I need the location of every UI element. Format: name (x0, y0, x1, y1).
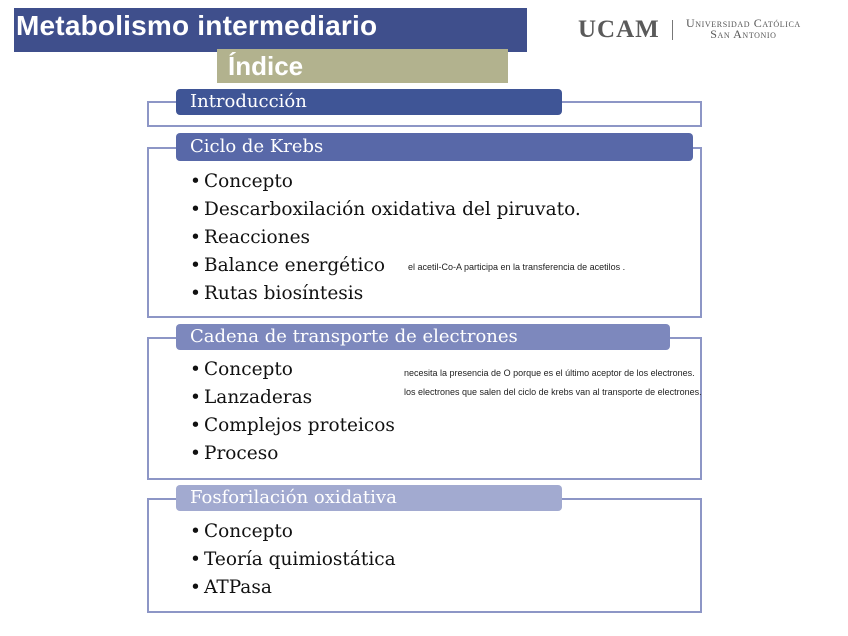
section-introduccion-title: Introducción (190, 91, 307, 112)
note-acetil: el acetil-Co-A participa en la transferencia de acetilos . (408, 262, 626, 272)
section-fosforilacion-header (176, 485, 562, 511)
list-item: • Balance energético (190, 252, 581, 280)
note-electrones: los electrones que salen del ciclo de krebs van al transporte de electrones. (404, 387, 702, 397)
list-item: • Concepto (190, 168, 581, 196)
section-fosforilacion-title: Fosforilación oxidativa (190, 487, 397, 508)
university-name (686, 18, 801, 40)
list-item: • ATPasa (190, 574, 396, 602)
section-cadena-title: Cadena de transporte de electrones (190, 326, 518, 347)
logo-divider (672, 20, 673, 40)
list-item: • Descarboxilación oxidativa del piruvato. (190, 196, 581, 224)
page-title: Metabolismo intermediario (16, 10, 378, 41)
section-krebs-header (176, 133, 693, 161)
ucam-logo: UCAM (578, 16, 660, 43)
section-introduccion-header (176, 89, 562, 115)
section-cadena-header (176, 324, 670, 350)
list-item: • Teoría quimiostática (190, 546, 396, 574)
fosforilacion-item-list (190, 518, 396, 602)
university-line-1: Universidad Católica (686, 16, 801, 30)
list-item: • Lanzaderas (190, 384, 395, 412)
university-line-2: San Antonio (710, 27, 777, 41)
list-item: • Concepto (190, 518, 396, 546)
krebs-item-list (190, 168, 581, 308)
section-krebs-title: Ciclo de Krebs (190, 136, 324, 157)
cadena-item-list (190, 356, 395, 468)
list-item: • Reacciones (190, 224, 581, 252)
list-item: • Rutas biosíntesis (190, 280, 581, 308)
list-item: • Complejos proteicos (190, 412, 395, 440)
note-oxigeno: necesita la presencia de O porque es el último aceptor de los electrones. (404, 368, 695, 378)
list-item: • Concepto (190, 356, 395, 384)
list-item: • Proceso (190, 440, 395, 468)
page-subtitle: Índice (228, 51, 304, 81)
